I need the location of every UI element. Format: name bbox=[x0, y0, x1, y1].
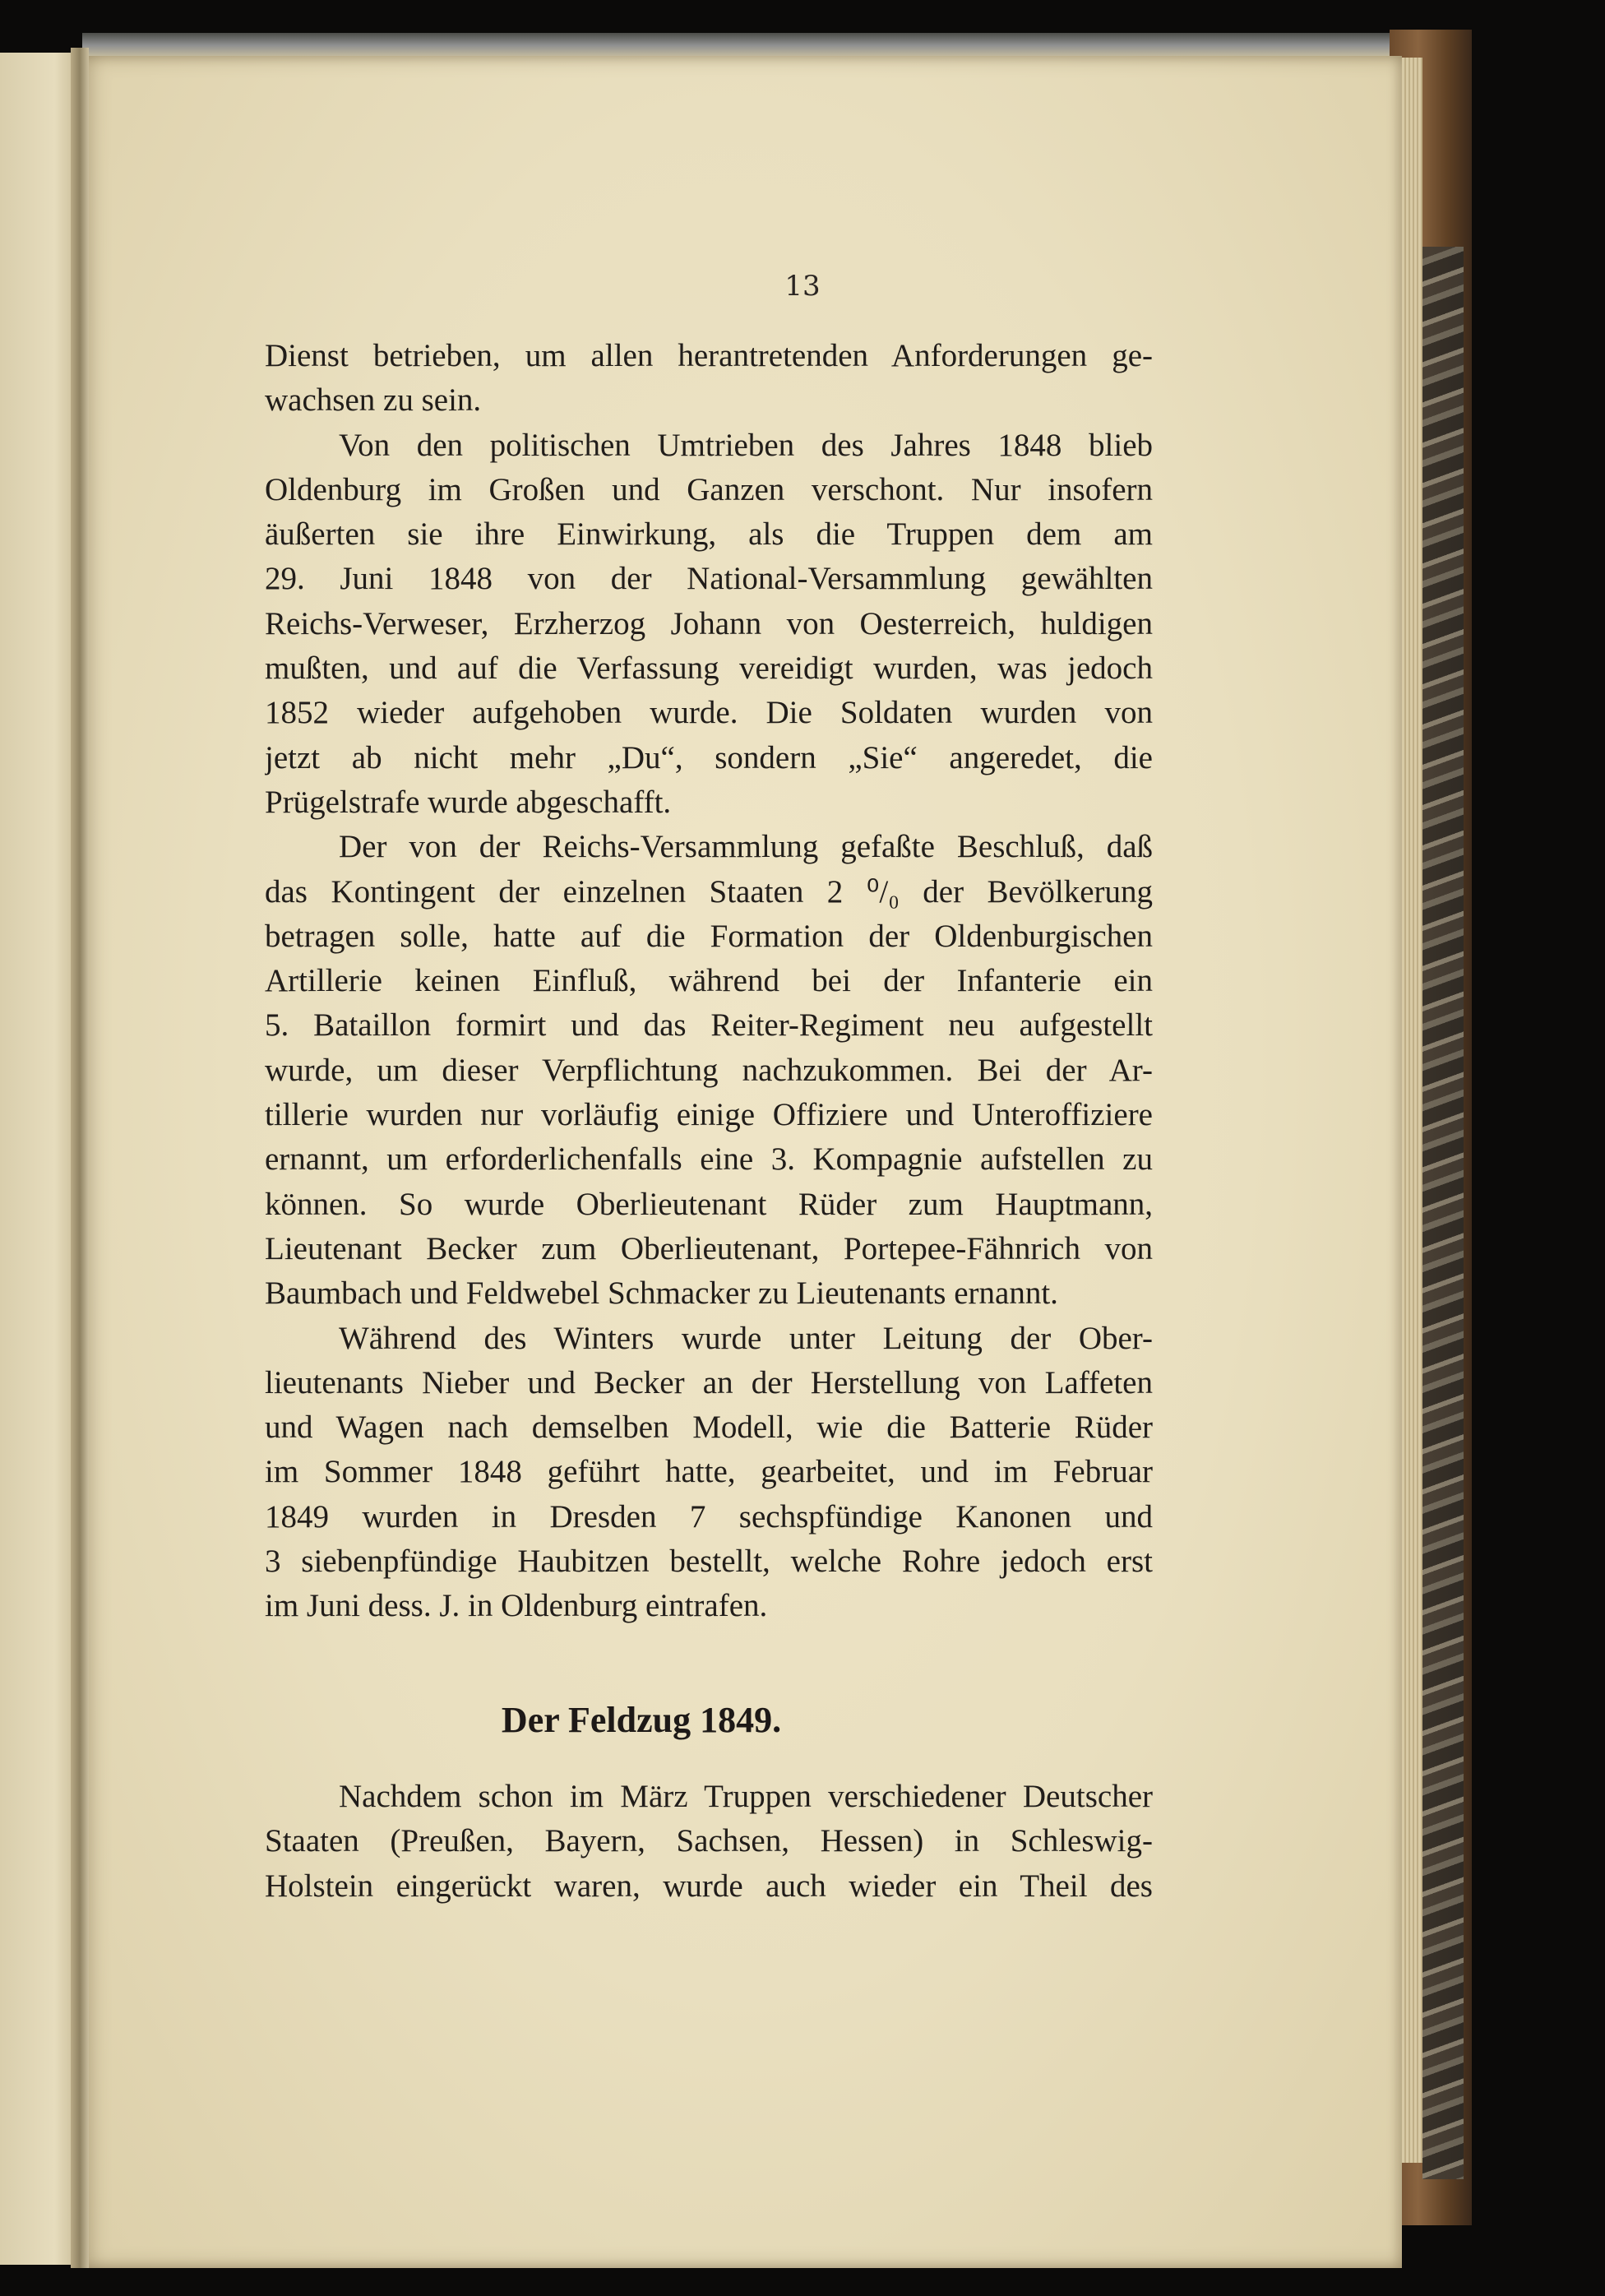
text-line: 5. Bataillon formirt und das Reiter-Regiment neu aufgestellt bbox=[265, 1007, 1153, 1044]
text-line: im Juni dess. J. in Oldenburg eintrafen. bbox=[265, 1588, 768, 1624]
text-line: Staaten (Preußen, Bayern, Sachsen, Hessen) in Schleswig- bbox=[265, 1823, 1153, 1859]
text-line: ernannt, um erforderlichenfalls eine 3. Kompagnie aufstellen zu bbox=[265, 1141, 1153, 1178]
text-line: wurde, um dieser Verpflichtung nachzukommen. Bei der Ar- bbox=[265, 1052, 1153, 1088]
marbled-endpaper bbox=[1422, 247, 1464, 2179]
text-line: Baumbach und Feldwebel Schmacker zu Lieutenants ernannt. bbox=[265, 1275, 1058, 1312]
left-page-edge bbox=[0, 53, 78, 2265]
text-line: Nachdem schon im März Truppen verschiedener Deutscher bbox=[339, 1779, 1153, 1814]
text-line: äußerten sie ihre Einwirkung, als die Truppen dem am bbox=[265, 516, 1153, 553]
text-line: können. So wurde Oberlieutenant Rüder zum Hauptmann, bbox=[265, 1186, 1153, 1222]
text-line: Oldenburg im Großen und Ganzen verschont. Nur insofern bbox=[265, 471, 1153, 507]
text-line: Von den politischen Umtrieben des Jahres 1848 blieb bbox=[339, 427, 1153, 463]
text-line: betragen solle, hatte auf die Formation der Oldenburgischen bbox=[265, 918, 1153, 954]
text-line: 1849 wurden in Dresden 7 sechspfündige Kanonen und bbox=[265, 1498, 1153, 1535]
text-line: tillerie wurden nur vorläufig einige Offiziere und Unteroffiziere bbox=[265, 1097, 1153, 1133]
text-line: Der von der Reichs-Versammlung gefaßte Beschluß, daß bbox=[339, 829, 1153, 865]
text-line: im Sommer 1848 geführt hatte, gearbeitet, und im Februar bbox=[265, 1454, 1153, 1490]
page-number: 13 bbox=[784, 270, 821, 303]
text-line: wachsen zu sein. bbox=[265, 382, 482, 419]
text-line: 1852 wieder aufgehoben wurde. Die Soldaten wurden von bbox=[265, 695, 1153, 731]
text-line: mußten, und auf die Verfassung vereidigt wurden, was jedoch bbox=[265, 650, 1153, 687]
top-edge-shadow bbox=[82, 33, 1398, 58]
body-text bbox=[265, 334, 1153, 1629]
text-line: Während des Winters wurde unter Leitung der Ober- bbox=[339, 1320, 1153, 1356]
text-line: Holstein eingerückt waren, wurde auch wieder ein Theil des bbox=[265, 1868, 1153, 1904]
text-line: 3 siebenpfündige Haubitzen bestellt, welche Rohre jedoch erst bbox=[265, 1544, 1153, 1580]
text-line: das Kontingent der einzelnen Staaten 2 ⁰/₀ der Bevölkerung bbox=[265, 873, 1153, 910]
text-line: Artillerie keinen Einfluß, während bei der Infanterie ein bbox=[265, 963, 1153, 999]
body-text-section bbox=[265, 1775, 1153, 1909]
text-line: jetzt ab nicht mehr „Du“, sondern „Sie“ angeredet, die bbox=[265, 739, 1153, 775]
text-line: 29. Juni 1848 von der National-Versammlung gewählten bbox=[265, 561, 1153, 597]
text-line: Reichs-Verweser, Erzherzog Johann von Oesterreich, huldigen bbox=[265, 605, 1153, 641]
text-line: lieutenants Nieber und Becker an der Herstellung von Laffeten bbox=[265, 1364, 1153, 1400]
text-line: und Wagen nach demselben Modell, wie die Batterie Rüder bbox=[265, 1410, 1153, 1446]
gutter bbox=[71, 48, 89, 2268]
section-heading: Der Feldzug 1849. bbox=[501, 1700, 782, 1740]
text-line: Lieutenant Becker zum Oberlieutenant, Portepee-Fähnrich von bbox=[265, 1230, 1153, 1266]
text-line: Prügelstrafe wurde abgeschafft. bbox=[265, 784, 672, 820]
text-line: Dienst betrieben, um allen herantretenden Anforderungen ge- bbox=[265, 338, 1153, 373]
